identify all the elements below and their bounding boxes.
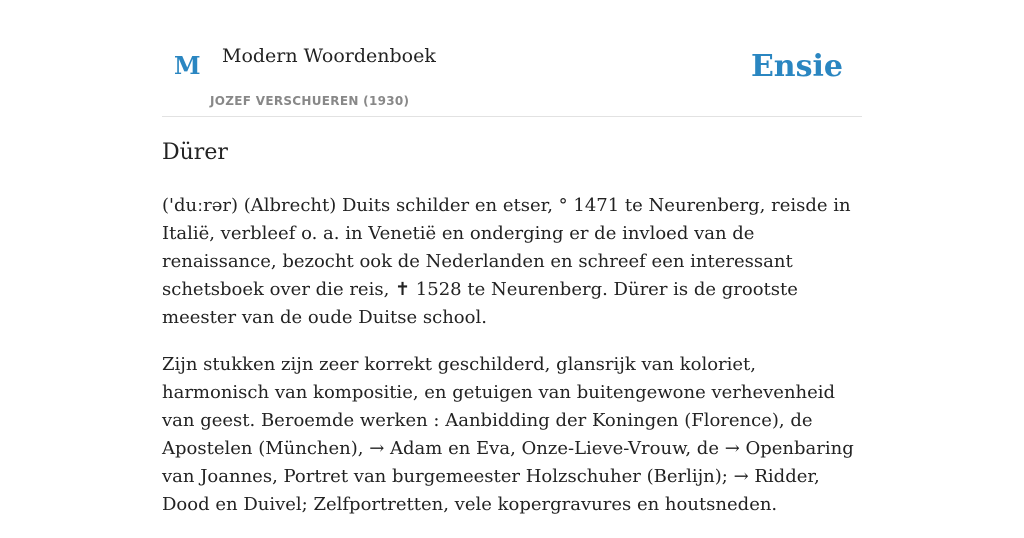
page <box>162 0 862 515</box>
header <box>162 0 862 117</box>
entry-body <box>162 192 862 538</box>
dictionary-title[interactable]: Modern Woordenboek <box>222 45 436 67</box>
entry-paragraph: ('duːrər) (Albrecht) Duits schilder en etser, ° 1471 te Neurenberg, reisde in Italië, verbleef o. a. in Venetië en onderging er de invloed van de renaissance, bezocht ook de Nederlanden en schreef een interessant schetsboek over die reis, ✝ 1528 te Neurenberg. Dürer is de grootste meester van de oude Duitse school. <box>162 195 851 328</box>
brand-logo-link[interactable]: Ensie <box>750 49 843 84</box>
dictionary-logo[interactable]: M <box>174 51 201 80</box>
entry-title: Dürer <box>162 140 228 165</box>
entry-paragraph: Zijn stukken zijn zeer korrekt geschilderd, glansrijk van koloriet, harmonisch van kompositie, en getuigen van buitengewone verhevenheid van geest. Beroemde werken : Aanbidding der Koningen (Florence), de Apostelen (München), → Adam en Eva, Onze-Lieve-Vrouw, de → Openbaring van Joannes, Portret van burgemeester Holzschuher (Berlijn); → Ridder, Dood en Duivel; Zelfportretten, vele kopergravures en houtsneden. <box>162 354 854 515</box>
dictionary-author: JOZEF VERSCHUEREN (1930) <box>210 94 410 108</box>
